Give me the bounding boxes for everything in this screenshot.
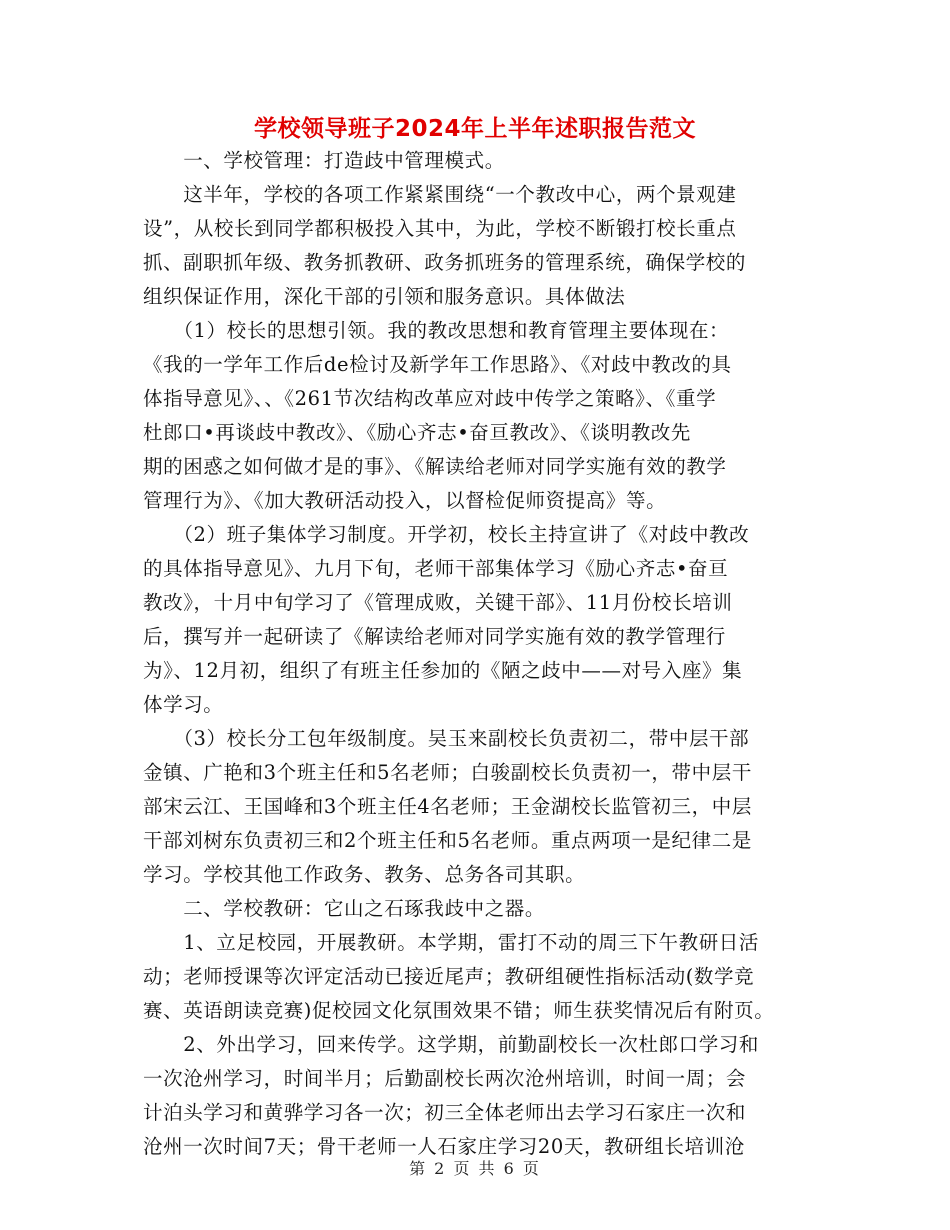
body-line: 体指导意见》、、《261节次结构改革应对歧中传学之策略》、《重学 [143,387,717,410]
body-line: 沧州一次时间7天；骨干老师一人石家庄学习20天，教研组长培训沧 [143,1135,745,1158]
body-line: 1、立足校园，开展教研。本学期，雷打不动的周三下午教研日活 [143,931,760,954]
body-line: 后，撰写并一起研读了《解读给老师对同学实施有效的教学管理行 [143,625,726,648]
body-line: 体学习。 [143,693,224,716]
body-line: 这半年，学校的各项工作紧紧围绕“一个教改中心，两个景观建 [143,183,737,206]
body-line: 部宋云江、王国峰和3个班主任4名老师；王金湖校长监管初三，中层 [143,795,752,818]
body-line: 2、外出学习，回来传学。这学期，前勤副校长一次杜郎口学习和 [143,1033,760,1056]
body-line: （3）校长分工包年级制度。吴玉来副校长负责初二，带中层干部 [143,727,750,750]
body-line: 抓、副职抓年级、教务抓教研、政务抓班务的管理系统，确保学校的 [143,251,747,274]
body-line: 《我的一学年工作后de检讨及新学年工作思路》、《对歧中教改的具 [143,353,732,376]
body-line: 计泊头学习和黄骅学习各一次；初三全体老师出去学习石家庄一次和 [143,1101,747,1124]
body-line: 设”，从校长到同学都积极投入其中，为此，学校不断锻打校长重点 [143,217,737,240]
body-line: 的具体指导意见》、九月下旬，老师干部集体学习《励心齐志•奋亘 [143,557,729,580]
body-line: 管理行为》、《加大教研活动投入，以督检促师资提高》等。 [143,489,667,512]
body-line: （1）校长的思想引领。我的教改思想和教育管理主要体现在： [143,319,730,342]
body-line: 干部刘树东负责初三和2个班主任和5名老师。重点两项一是纪律二是 [143,829,752,852]
body-line: 教改》，十月中旬学习了《管理成败，关键干部》、11月份校长培训 [143,591,733,614]
body-line: 组织保证作用，深化干部的引领和服务意识。具体做法 [143,285,626,308]
body-line: 赛、英语朗读竞赛)促校园文化氛围效果不错；师生获奖情况后有附页。 [143,999,775,1022]
document-body [143,144,813,1164]
document-title: 学校领导班子2024年上半年述职报告范文 [253,116,696,142]
body-line: 二、学校教研：它山之石琢我歧中之器。 [143,897,546,920]
body-line: 金镇、广艳和3个班主任和5名老师；白骏副校长负责初一，带中层干 [143,761,752,784]
body-line: 学习。学校其他工作政务、教务、总务各司其职。 [143,863,586,886]
body-line: 为》、12月初，组织了有班主任参加的《陋之歧中——对号入座》集 [143,659,743,682]
body-line: 动；老师授课等次评定活动已接近尾声；教研组硬性指标活动(数学竞 [143,965,755,988]
body-line: 杜郎口•再谈歧中教改》、《励心齐志•奋亘教改》、《谈明教改先 [143,421,692,444]
body-line: （2）班子集体学习制度。开学初，校长主持宣讲了《对歧中教改 [143,523,750,546]
body-line: 期的困惑之如何做才是的事》、《解读给老师对同学实施有效的教学 [143,455,727,478]
page-footer: 第 2 页 共 6 页 [409,1159,541,1178]
body-line: 一、学校管理：打造歧中管理模式。 [143,149,505,172]
body-line: 一次沧州学习，时间半月；后勤副校长两次沧州培训，时间一周；会 [143,1067,747,1090]
